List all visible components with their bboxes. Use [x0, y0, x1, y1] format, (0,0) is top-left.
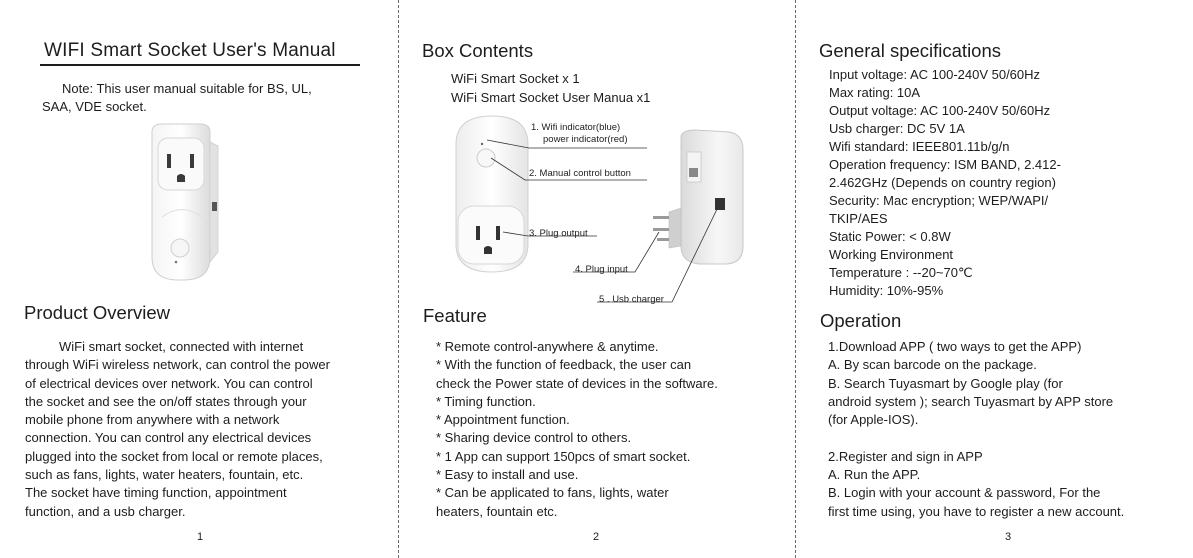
overview-line: mobile phone from anywhere with a network	[25, 412, 280, 428]
operation-line: (for Apple-IOS).	[828, 412, 919, 428]
spec-line: Usb charger: DC 5V 1A	[829, 121, 965, 136]
operation-line: B. Search Tuyasmart by Google play (for	[828, 375, 1063, 391]
smart-socket-front-icon	[138, 122, 228, 284]
operation-line: 2.Register and sign in APP	[828, 448, 983, 464]
spec-line: 2.462GHz (Depends on country region)	[829, 175, 1056, 190]
overview-line: function, and a usb charger.	[25, 503, 186, 519]
page-3	[796, 0, 1193, 558]
box-item: WiFi Smart Socket x 1	[451, 71, 580, 86]
operation-line: 1.Download APP ( two ways to get the APP)	[828, 339, 1082, 354]
spec-line: Temperature : --20~70℃	[829, 265, 973, 280]
operation-line: android system ); search Tuyasmart by APP store	[828, 393, 1114, 409]
spec-line: TKIP/AES	[829, 211, 888, 226]
overview-line: the socket and see the on/off states through your	[25, 393, 307, 409]
spec-line: Wifi standard: IEEE801.11b/g/n	[829, 139, 1010, 154]
overview-line: connection. You can control any electrical devices	[25, 430, 312, 446]
feature-item: * Timing function.	[436, 393, 536, 409]
spec-line: Max rating: 10A	[829, 85, 921, 100]
feature-item: * Easy to install and use.	[436, 467, 579, 483]
overview-line: such as fans, lights, water heaters, fountain, etc.	[25, 467, 304, 483]
spec-line: Security: Mac encryption; WEP/WAPI/	[829, 193, 1049, 208]
spec-line: Operation frequency: ISM BAND, 2.412-	[829, 157, 1061, 172]
spec-line: Input voltage: AC 100-240V 50/60Hz	[829, 67, 1041, 82]
box-contents-heading: Box Contents	[422, 40, 534, 61]
overview-line: of electrical devices over network. You can control	[25, 375, 313, 391]
spec-heading: General specifications	[819, 40, 1002, 61]
callout-power-indicator: power indicator(red)	[543, 134, 628, 145]
page-number: 3	[1005, 531, 1012, 543]
note-line-1: Note: This user manual suitable for BS, UL,	[62, 81, 312, 96]
page-number: 1	[197, 531, 204, 543]
operation-line: first time using, you have to register a new account.	[828, 503, 1125, 519]
spec-line: Output voltage: AC 100-240V 50/60Hz	[829, 103, 1051, 118]
feature-item: * 1 App can support 150pcs of smart socket.	[436, 448, 691, 464]
page-2	[399, 0, 795, 558]
overview-line: through WiFi wireless network, can control the power	[25, 357, 330, 373]
callout-manual-button: 2. Manual control button	[529, 168, 631, 179]
operation-line	[828, 429, 1124, 447]
operation-line: B. Login with your account & password, For the	[828, 485, 1101, 501]
note-line-2: SAA, VDE socket.	[42, 99, 147, 114]
feature-item: * Appointment function.	[436, 412, 570, 428]
page-number: 2	[593, 531, 600, 543]
title-underline	[40, 64, 360, 66]
operation-steps	[828, 338, 1124, 521]
overview-line: The socket have timing function, appointment	[25, 485, 287, 501]
feature-list	[436, 338, 718, 521]
feature-item: check the Power state of devices in the software.	[436, 375, 718, 391]
feature-item: * Remote control-anywhere & anytime.	[436, 339, 659, 354]
operation-line: A. By scan barcode on the package.	[828, 357, 1037, 373]
spec-line: Static Power: < 0.8W	[829, 229, 951, 244]
callout-plug-output: 3. Plug output	[529, 228, 588, 239]
overview-heading: Product Overview	[24, 302, 170, 323]
feature-item: heaters, fountain etc.	[436, 503, 558, 519]
feature-item: * Sharing device control to others.	[436, 430, 632, 446]
callout-plug-input: 4. Plug input	[575, 264, 628, 275]
operation-heading: Operation	[820, 310, 902, 331]
overview-paragraph	[25, 338, 330, 521]
overview-line: WiFi smart socket, connected with internet	[59, 339, 304, 354]
feature-heading: Feature	[423, 305, 487, 326]
callout-usb-charger: 5 . Usb charger	[599, 294, 664, 305]
spec-list	[829, 66, 1061, 300]
operation-line: A. Run the APP.	[828, 467, 921, 483]
page-1	[0, 0, 398, 558]
spec-line: Humidity: 10%-95%	[829, 283, 944, 298]
box-item: WiFi Smart Socket User Manua x1	[451, 90, 651, 105]
feature-item: * Can be applicated to fans, lights, water	[436, 485, 669, 501]
callout-wifi-indicator: 1. Wifi indicator(blue)	[531, 122, 621, 133]
overview-line: plugged into the socket from local or remote places,	[25, 448, 323, 464]
feature-item: * With the function of feedback, the user can	[436, 357, 692, 373]
spec-line: Working Environment	[829, 247, 954, 262]
manual-title: WIFI Smart Socket User's Manual	[44, 40, 336, 61]
